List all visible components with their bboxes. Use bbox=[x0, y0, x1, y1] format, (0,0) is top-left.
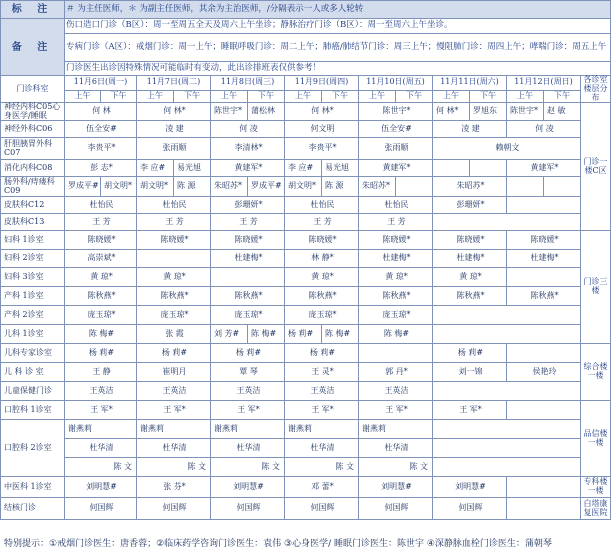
doctor-cell: 易光旭 bbox=[174, 160, 211, 177]
dept-name: 妇科 2诊室 bbox=[1, 250, 65, 268]
doctor-cell: 刘明慧# bbox=[433, 477, 507, 498]
am-header: 上午 bbox=[433, 90, 470, 103]
doctor-cell bbox=[470, 160, 507, 177]
doctor-cell: 陈晓媛* bbox=[359, 231, 433, 250]
doctor-cell: 杜华清 bbox=[285, 439, 359, 458]
doctor-cell: 何 林* bbox=[137, 103, 211, 121]
doctor-cell: 杨 莉# bbox=[285, 325, 322, 344]
legend-label: 标 注 bbox=[1, 1, 65, 19]
doctor-cell: 王 军* bbox=[285, 401, 359, 420]
doctor-cell: 李 应# bbox=[285, 160, 322, 177]
pm-header: 下午 bbox=[544, 90, 581, 103]
doctor-cell: 何 林* bbox=[285, 103, 359, 121]
doctor-cell: 王 芳 bbox=[359, 214, 433, 231]
am-header: 上午 bbox=[137, 90, 174, 103]
doctor-cell: 陈秋燕* bbox=[507, 287, 581, 306]
doctor-cell: 李清林* bbox=[211, 138, 285, 160]
doctor-cell: 陈 梅# bbox=[322, 325, 359, 344]
doctor-cell: 张雨顺 bbox=[137, 138, 211, 160]
floor-label: 门诊一楼C区 bbox=[581, 103, 611, 231]
dept-name: 妇科 3诊室 bbox=[1, 268, 65, 287]
floor-header: 各诊室楼层分布 bbox=[581, 76, 611, 103]
doctor-cell: 陈秋燕* bbox=[285, 287, 359, 306]
doctor-cell bbox=[507, 177, 544, 197]
doctor-cell: 赖朝文 bbox=[433, 138, 581, 160]
dept-name: 皮肤科C13 bbox=[1, 214, 65, 231]
doctor-cell: 杜华清 bbox=[65, 439, 137, 458]
doctor-cell: 高崇斌* bbox=[65, 250, 137, 268]
pm-header: 下午 bbox=[101, 90, 137, 103]
doctor-cell bbox=[507, 401, 581, 420]
doctor-cell: 王 芳 bbox=[65, 214, 137, 231]
floor-label: 综合楼一楼 bbox=[581, 344, 611, 401]
dept-name: 妇科 1诊室 bbox=[1, 231, 65, 250]
doctor-cell: 赵 敏 bbox=[544, 103, 581, 121]
doctor-cell: 凌 建 bbox=[137, 121, 211, 138]
doctor-cell bbox=[433, 325, 581, 344]
doctor-cell: 伍全安# bbox=[359, 121, 433, 138]
dept-name: 中医科 1诊室 bbox=[1, 477, 65, 498]
doctor-cell: 伍全安# bbox=[65, 121, 137, 138]
doctor-cell: 杜建梅* bbox=[507, 250, 581, 268]
doctor-cell: 陈 源 bbox=[322, 177, 359, 197]
doctor-cell bbox=[433, 382, 581, 401]
doctor-cell: 张 霞 bbox=[137, 325, 211, 344]
floor-label: 白塔康复医院 bbox=[581, 498, 611, 520]
doctor-cell bbox=[433, 458, 581, 477]
doctor-cell: 庞玉琼* bbox=[137, 306, 211, 325]
doctor-cell bbox=[396, 177, 433, 197]
doctor-cell bbox=[507, 197, 581, 214]
doctor-cell: 李贵平* bbox=[285, 138, 359, 160]
day-header: 11月7日(周二) bbox=[137, 76, 211, 91]
doctor-cell: 陈秋燕* bbox=[433, 287, 507, 306]
dept-name: 肝胆胰胃外科C07 bbox=[1, 138, 65, 160]
doctor-cell: 何国辉 bbox=[433, 498, 507, 520]
pm-header: 下午 bbox=[248, 90, 285, 103]
special-notice: 特别提示：①戒烟门诊医生：唐香蓉；②临床药学咨询门诊医生：袁伟 ③心身医学/ 睡眠门诊医生：陈世宇 ④深静脉血栓门诊医生：蒲朝琴 bbox=[4, 539, 552, 549]
doctor-cell: 王 静 bbox=[65, 363, 137, 382]
doctor-cell: 彭珊妍* bbox=[433, 197, 507, 214]
doctor-cell: 何国辉 bbox=[211, 498, 285, 520]
am-header: 上午 bbox=[65, 90, 101, 103]
day-header: 11月12日(周日) bbox=[507, 76, 581, 91]
dept-name: 消化内科C08 bbox=[1, 160, 65, 177]
doctor-cell: 陈世宇* bbox=[211, 103, 248, 121]
doctor-cell: 何国辉 bbox=[65, 498, 137, 520]
doctor-cell: 黄 琼* bbox=[65, 268, 137, 287]
doctor-cell: 刘明慧# bbox=[65, 477, 137, 498]
doctor-cell: 杨 莉# bbox=[285, 344, 359, 363]
doctor-cell: 张 芬* bbox=[137, 477, 211, 498]
doctor-cell: 王英洁 bbox=[285, 382, 359, 401]
doctor-cell: 谢燕莉 bbox=[359, 420, 433, 439]
doctor-cell bbox=[137, 250, 211, 268]
pm-header: 下午 bbox=[396, 90, 433, 103]
doctor-cell bbox=[359, 344, 433, 363]
doctor-cell: 黄建军* bbox=[507, 160, 581, 177]
doctor-cell: 谢燕莉 bbox=[65, 420, 137, 439]
doctor-cell: 林 静* bbox=[285, 250, 359, 268]
doctor-cell: 陈晓媛* bbox=[211, 231, 285, 250]
doctor-cell: 朱昭苏* bbox=[359, 177, 396, 197]
doctor-cell bbox=[433, 420, 581, 439]
dept-name: 神经内科C05心身医学/睡眠 bbox=[1, 103, 65, 121]
doctor-cell: 陈晓媛* bbox=[433, 231, 507, 250]
dept-name: 产科 1诊室 bbox=[1, 287, 65, 306]
am-header: 上午 bbox=[285, 90, 322, 103]
remark-special-clinics: 专病门诊（A区）：戒烟门诊：周一上午；睡眠呼吸门诊：周二上午；肺癌/肺结节门诊：周三上午；慢阻肺门诊：周四上午；哮喘门诊：周五上午 bbox=[65, 34, 611, 62]
doctor-cell: 王 军* bbox=[433, 401, 507, 420]
dept-name: 肠外科/痔瘘科C09 bbox=[1, 177, 65, 197]
day-header: 11月9日(周四) bbox=[285, 76, 359, 91]
doctor-cell: 陈 文 bbox=[285, 458, 359, 477]
doctor-cell: 陈 文 bbox=[137, 458, 211, 477]
legend-text: ＃ 为主任医师，＊ 为副主任医师，其余为主治医师，/分隔表示一人或多人轮转 bbox=[65, 1, 611, 19]
doctor-cell: 谢燕莉 bbox=[285, 420, 359, 439]
doctor-cell: 谢燕莉 bbox=[137, 420, 211, 439]
doctor-cell: 陈秋燕* bbox=[359, 287, 433, 306]
dept-name: 儿科 1诊室 bbox=[1, 325, 65, 344]
doctor-cell: 李 应# bbox=[137, 160, 174, 177]
remark-wound-clinic: 伤口造口门诊（B区）：周一至周五全天及周六上午坐诊；静脉治疗门诊（B区）：周一至周六上午坐诊。 bbox=[65, 19, 611, 34]
doctor-cell: 黄建军* bbox=[211, 160, 285, 177]
doctor-cell: 庞玉琼* bbox=[211, 306, 285, 325]
doctor-cell: 杜怡民 bbox=[137, 197, 211, 214]
doctor-cell: 王英洁 bbox=[137, 382, 211, 401]
doctor-cell: 何 林* bbox=[433, 103, 470, 121]
doctor-cell: 杜怡民 bbox=[65, 197, 137, 214]
doctor-cell: 陈 文 bbox=[359, 458, 433, 477]
doctor-cell: 王 芳 bbox=[285, 214, 359, 231]
doctor-cell: 刘一锦 bbox=[433, 363, 507, 382]
pm-header: 下午 bbox=[322, 90, 359, 103]
doctor-cell: 陈 梅# bbox=[65, 325, 137, 344]
doctor-cell bbox=[433, 214, 581, 231]
doctor-cell: 陈秋燕* bbox=[65, 287, 137, 306]
doctor-cell: 覃 琴 bbox=[211, 363, 285, 382]
day-header: 11月8日(周三) bbox=[211, 76, 285, 91]
floor-label: 门诊三楼 bbox=[581, 231, 611, 344]
doctor-cell: 罗成平# bbox=[65, 177, 101, 197]
doctor-cell: 邓 蕾* bbox=[285, 477, 359, 498]
doctor-cell: 王英洁 bbox=[211, 382, 285, 401]
day-header: 11月6日(周一) bbox=[65, 76, 137, 91]
pm-header: 下午 bbox=[174, 90, 211, 103]
doctor-cell: 陈世宇* bbox=[507, 103, 544, 121]
dept-name: 神经外科C06 bbox=[1, 121, 65, 138]
doctor-cell bbox=[433, 306, 581, 325]
doctor-cell: 杜建梅* bbox=[359, 250, 433, 268]
doctor-cell: 胡文明* bbox=[101, 177, 137, 197]
doctor-cell: 杨 莉# bbox=[65, 344, 137, 363]
doctor-cell: 陈秋燕* bbox=[211, 287, 285, 306]
doctor-cell: 杜华清 bbox=[211, 439, 285, 458]
doctor-cell: 刘 芳# bbox=[211, 325, 248, 344]
doctor-cell: 何国辉 bbox=[285, 498, 359, 520]
doctor-cell: 杜怡民 bbox=[285, 197, 359, 214]
doctor-cell: 陈晓媛* bbox=[65, 231, 137, 250]
doctor-cell: 蒲松林 bbox=[248, 103, 285, 121]
doctor-cell: 凌 建 bbox=[433, 121, 507, 138]
doctor-cell: 胡文明* bbox=[285, 177, 322, 197]
doctor-cell: 杨 莉# bbox=[137, 344, 211, 363]
doctor-cell: 陈晓媛* bbox=[137, 231, 211, 250]
dept-header: 门诊科室 bbox=[1, 76, 65, 103]
floor-label: 专科楼一楼 bbox=[581, 477, 611, 498]
doctor-cell: 庞玉琼* bbox=[359, 306, 433, 325]
doctor-cell: 黄 琼* bbox=[359, 268, 433, 287]
doctor-cell: 刘明慧# bbox=[211, 477, 285, 498]
am-header: 上午 bbox=[507, 90, 544, 103]
doctor-cell: 何文明 bbox=[285, 121, 359, 138]
doctor-cell bbox=[433, 160, 470, 177]
doctor-cell: 何 凌 bbox=[507, 121, 581, 138]
dept-name: 口腔科 1诊室 bbox=[1, 401, 65, 420]
doctor-cell: 何 林 bbox=[65, 103, 137, 121]
doctor-cell: 李贵平* bbox=[65, 138, 137, 160]
doctor-cell: 何 凌 bbox=[211, 121, 285, 138]
doctor-cell: 陈 文 bbox=[211, 458, 285, 477]
doctor-cell: 王英洁 bbox=[359, 382, 433, 401]
doctor-cell: 张雨顺 bbox=[359, 138, 433, 160]
dept-name: 口腔科 2诊室 bbox=[1, 420, 65, 477]
doctor-cell: 杜建梅* bbox=[211, 250, 285, 268]
dept-name: 儿科专家诊室 bbox=[1, 344, 65, 363]
doctor-cell: 刘明慧# bbox=[359, 477, 433, 498]
doctor-cell: 王 军* bbox=[211, 401, 285, 420]
doctor-cell: 王 芳 bbox=[137, 214, 211, 231]
dept-name: 结核门诊 bbox=[1, 498, 65, 520]
doctor-cell: 杜建梅* bbox=[433, 250, 507, 268]
doctor-cell: 杜怡民 bbox=[359, 197, 433, 214]
pm-header: 下午 bbox=[470, 90, 507, 103]
doctor-cell: 黄建军* bbox=[359, 160, 433, 177]
doctor-cell: 陈 梅# bbox=[248, 325, 285, 344]
doctor-cell bbox=[507, 477, 581, 498]
doctor-cell: 王 军* bbox=[137, 401, 211, 420]
doctor-cell: 陈世宇* bbox=[359, 103, 433, 121]
doctor-cell: 杨 莉# bbox=[433, 344, 507, 363]
doctor-cell: 彭 志* bbox=[65, 160, 137, 177]
doctor-cell: 王 军* bbox=[359, 401, 433, 420]
doctor-cell: 陈秋燕* bbox=[137, 287, 211, 306]
doctor-cell bbox=[211, 268, 285, 287]
doctor-cell: 陈 文 bbox=[65, 458, 137, 477]
doctor-cell: 王英洁 bbox=[65, 382, 137, 401]
doctor-cell: 王 芳 bbox=[211, 214, 285, 231]
doctor-cell: 胡文明* bbox=[137, 177, 174, 197]
doctor-cell: 陈 源 bbox=[174, 177, 211, 197]
doctor-cell: 罗旭东 bbox=[470, 103, 507, 121]
doctor-cell: 朱昭苏* bbox=[433, 177, 507, 197]
doctor-cell: 陈晓媛* bbox=[285, 231, 359, 250]
doctor-cell: 庞玉琼* bbox=[285, 306, 359, 325]
remark-disclaimer: 门诊医生出诊因特殊情况可能临时有变动，此出诊排班表仅供参考！ bbox=[65, 62, 611, 76]
doctor-cell: 彭珊妍* bbox=[211, 197, 285, 214]
doctor-cell: 杨 莉# bbox=[211, 344, 285, 363]
doctor-cell: 庞玉琼* bbox=[65, 306, 137, 325]
doctor-cell bbox=[544, 177, 581, 197]
day-header: 11月10日(周五) bbox=[359, 76, 433, 91]
doctor-cell: 谢燕莉 bbox=[211, 420, 285, 439]
doctor-cell: 黄 琼* bbox=[137, 268, 211, 287]
doctor-cell: 黄 琼* bbox=[285, 268, 359, 287]
doctor-cell bbox=[507, 498, 581, 520]
doctor-cell bbox=[507, 344, 581, 363]
am-header: 上午 bbox=[211, 90, 248, 103]
dept-name: 儿童保健门诊 bbox=[1, 382, 65, 401]
dept-name: 儿 科 诊 室 bbox=[1, 363, 65, 382]
doctor-cell: 陈 梅# bbox=[359, 325, 433, 344]
doctor-cell: 陈晓媛* bbox=[507, 231, 581, 250]
doctor-cell: 杜华清 bbox=[359, 439, 433, 458]
doctor-cell: 易光旭 bbox=[322, 160, 359, 177]
doctor-cell bbox=[433, 439, 581, 458]
doctor-cell: 崔明月 bbox=[137, 363, 211, 382]
doctor-cell: 王 军* bbox=[65, 401, 137, 420]
doctor-cell bbox=[507, 268, 581, 287]
day-header: 11月11日(周六) bbox=[433, 76, 507, 91]
doctor-cell: 郭 丹* bbox=[359, 363, 433, 382]
am-header: 上午 bbox=[359, 90, 396, 103]
doctor-cell: 何国辉 bbox=[137, 498, 211, 520]
doctor-cell: 杜华清 bbox=[137, 439, 211, 458]
doctor-cell: 黄 琼* bbox=[433, 268, 507, 287]
doctor-cell: 何国辉 bbox=[359, 498, 433, 520]
dept-name: 皮肤科C12 bbox=[1, 197, 65, 214]
doctor-cell: 王 灵* bbox=[285, 363, 359, 382]
floor-label: 品信楼一楼 bbox=[581, 401, 611, 477]
doctor-cell: 朱昭苏* bbox=[211, 177, 248, 197]
remark-label: 备 注 bbox=[1, 19, 65, 76]
doctor-cell: 罗成平# bbox=[248, 177, 285, 197]
doctor-cell: 侯艳玲 bbox=[507, 363, 581, 382]
dept-name: 产科 2诊室 bbox=[1, 306, 65, 325]
